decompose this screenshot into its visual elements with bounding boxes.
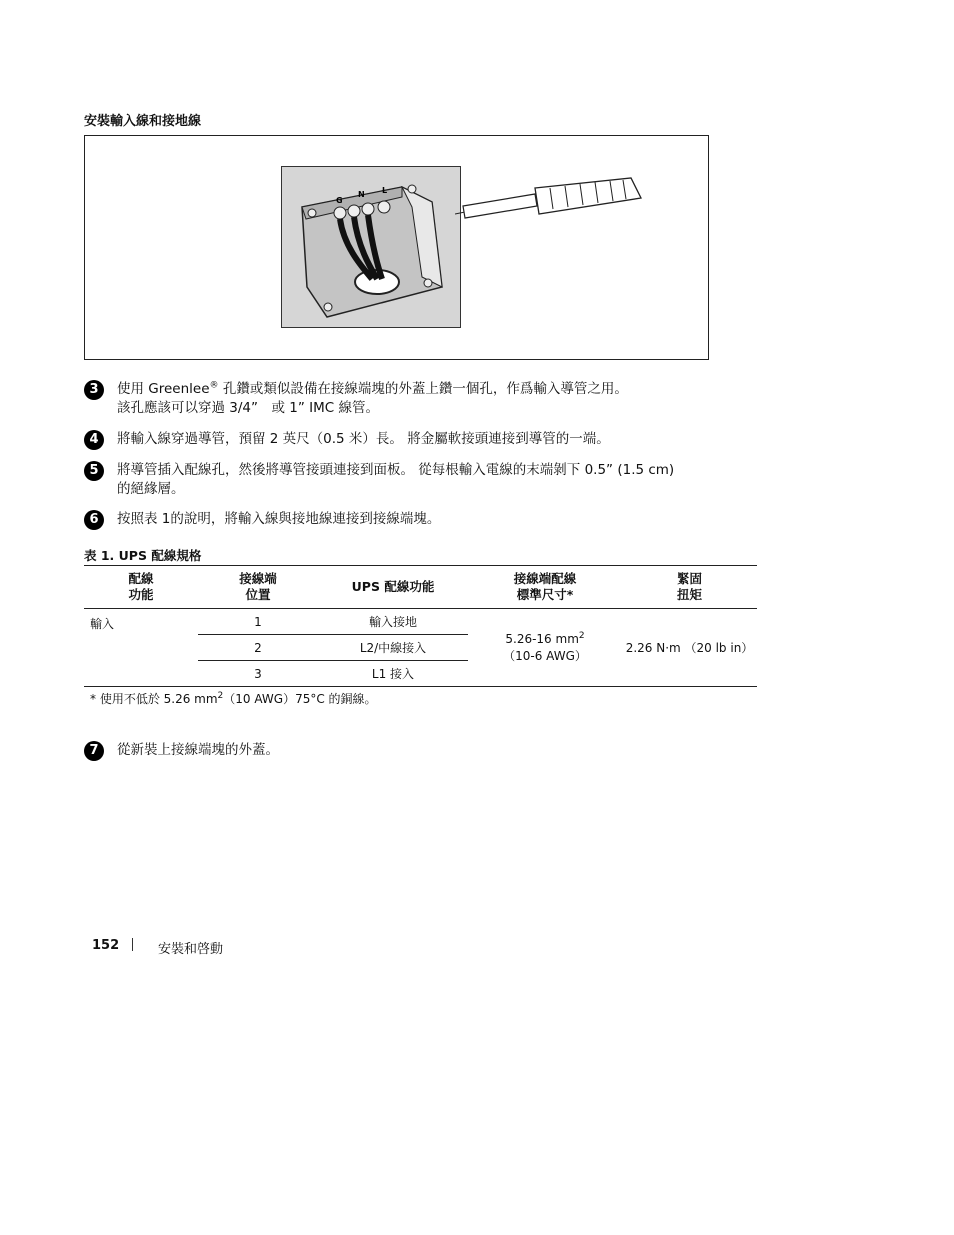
step-number: 4	[84, 430, 104, 450]
label-g: G	[336, 196, 343, 205]
section-heading: 安裝輸入線和接地線	[84, 114, 202, 129]
table-footnote: * 使用不低於 5.26 $mm^2(10$ AWG）75°C 的銅線。	[90, 691, 377, 706]
step-text: 使用 Greenlee® 孔鑽或類似設備在接線端塊的外蓋上鑽一個孔，作爲輸入導管之用。 該孔應該可以穿過 3/4” 或 1” IMC 線管。	[117, 380, 628, 416]
header-cell: 緊固 扭矩	[622, 566, 757, 609]
step-text: 將輸入線穿過導管，預留 2 英尺（0.5 米）長。 將金屬軟接頭連接到導管的一端。	[117, 431, 610, 447]
function-cell: 輸入接地	[318, 609, 468, 635]
table-caption: 表 1. UPS 配線規格	[84, 548, 202, 563]
step-number: 3	[84, 380, 104, 400]
step-text: 按照表 1的說明，將輸入線與接地線連接到接線端塊。	[117, 511, 441, 527]
page-number: 152	[92, 938, 120, 953]
step-number: 5	[84, 461, 104, 481]
position-cell: 2	[198, 635, 318, 661]
torque-cell: 2.26 N·m （20 lb in）	[622, 609, 757, 687]
position-cell: 1	[198, 609, 318, 635]
figure-frame	[84, 135, 709, 360]
footer-title: 安裝和啓動	[158, 942, 224, 957]
table-row	[84, 609, 757, 635]
table-header-row	[84, 566, 757, 609]
header-cell: UPS 配線功能	[318, 566, 468, 609]
ups-wiring-table	[84, 565, 757, 687]
step-text: 將導管插入配線孔，然後將導管接頭連接到面板。 從每根輸入電線的末端剝下 0.5” (1.5 cm) 的絕緣層。	[117, 462, 675, 497]
step-number: 6	[84, 510, 104, 530]
terminal-block-drawing	[282, 167, 460, 327]
wire-size-cell: 5.26-16 $mm^2$ （10-6 AWG）	[468, 609, 622, 687]
function-cell: L2/中線接入	[318, 635, 468, 661]
position-cell: 3	[198, 661, 318, 687]
step-text: 從新裝上接線端塊的外蓋。	[117, 742, 279, 758]
function-cell: L1 接入	[318, 661, 468, 687]
header-cell: 接線端 位置	[198, 566, 318, 609]
screwdriver-drawing	[455, 176, 755, 266]
header-cell: 接線端配線 標準尺寸*	[468, 566, 622, 609]
step-number: 7	[84, 741, 104, 761]
label-l: L	[382, 186, 388, 195]
header-cell: 配線 功能	[84, 566, 198, 609]
row-label: 輸入	[84, 609, 198, 687]
footer-divider	[132, 938, 133, 951]
terminal-block-illustration	[281, 166, 461, 328]
label-n: N	[358, 190, 365, 199]
